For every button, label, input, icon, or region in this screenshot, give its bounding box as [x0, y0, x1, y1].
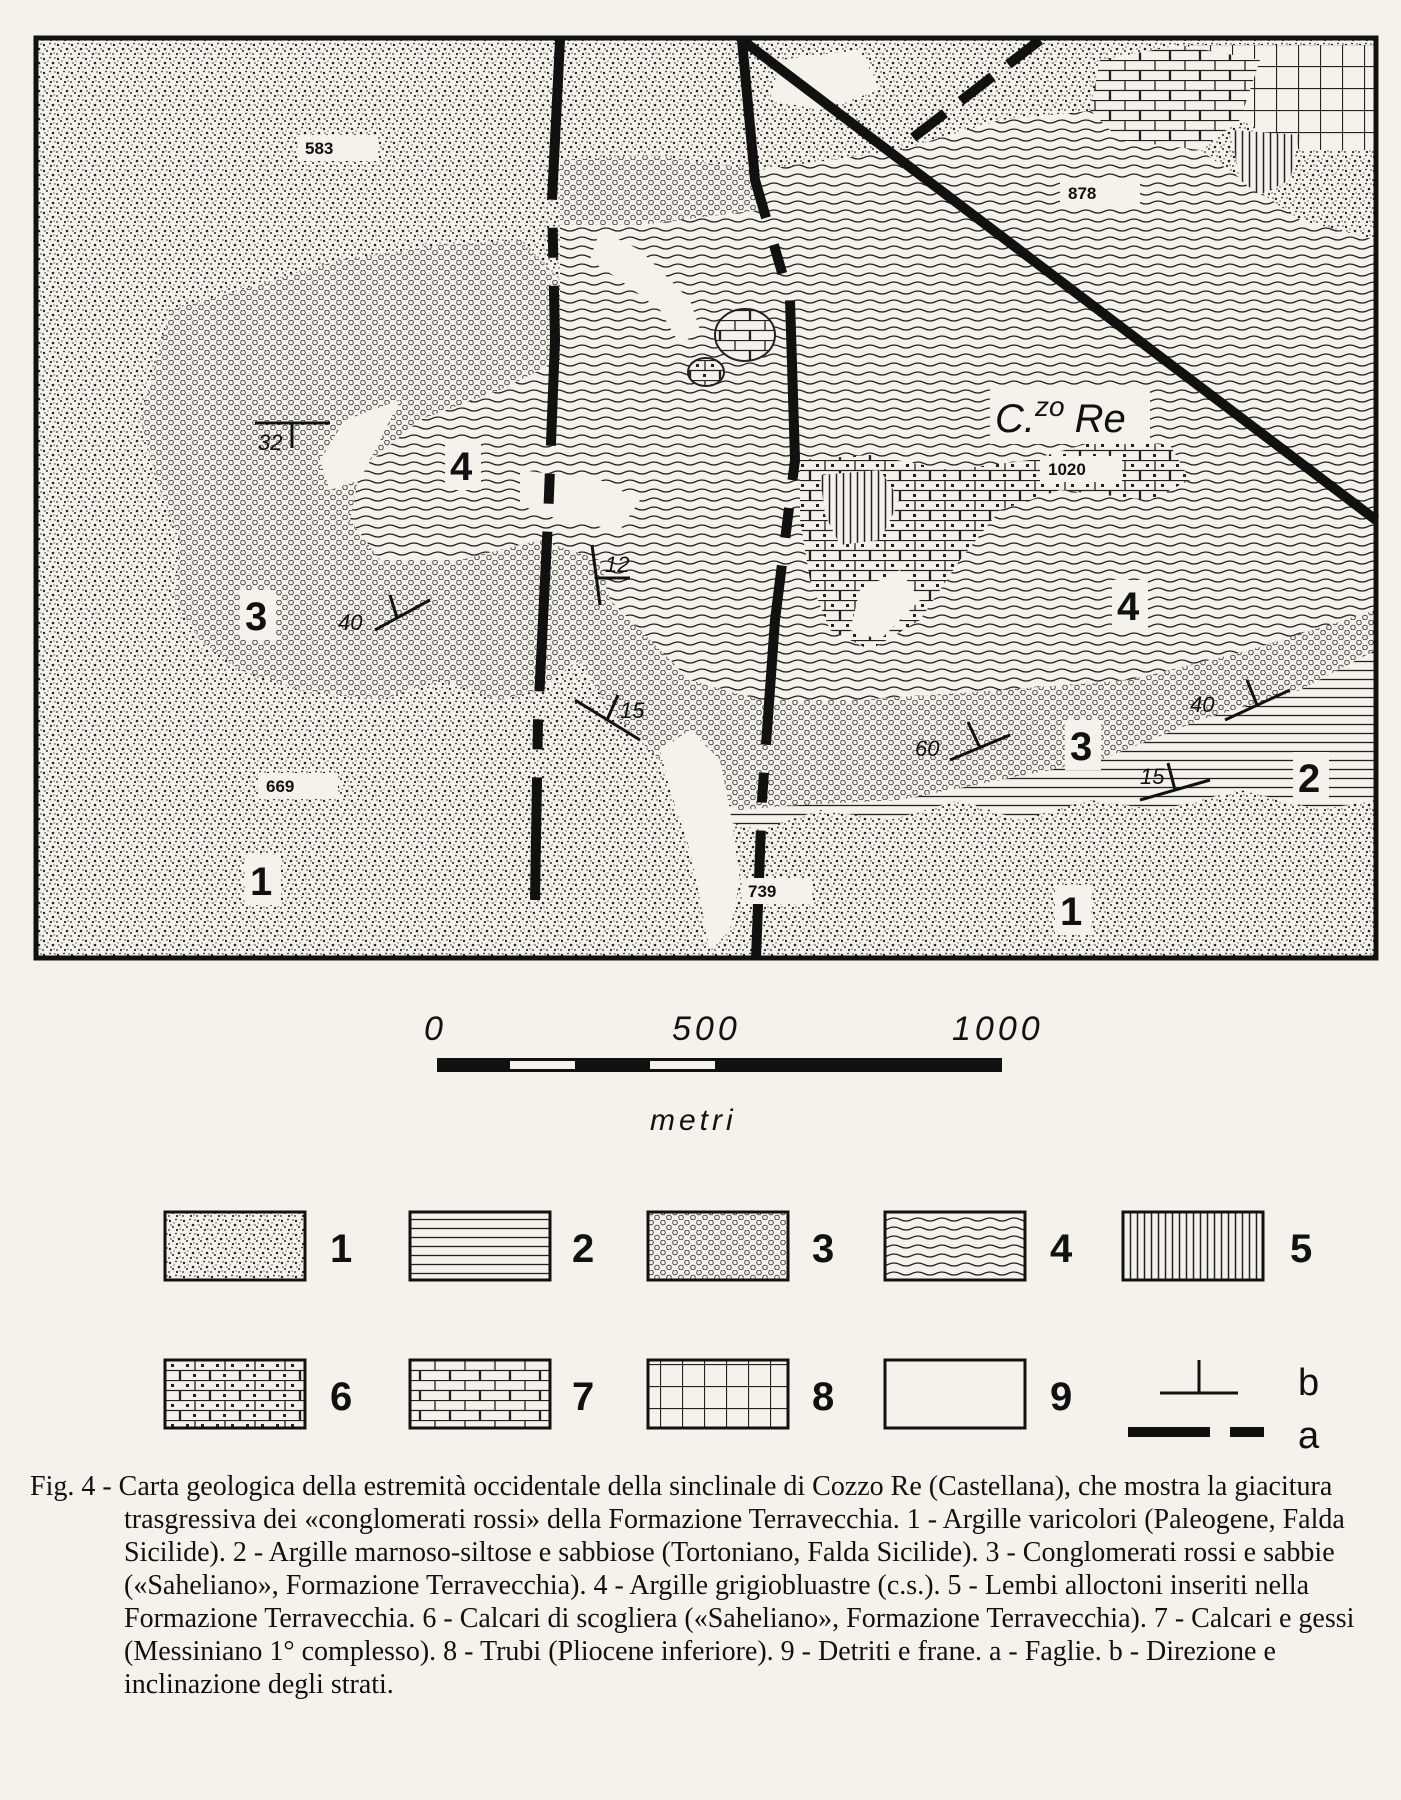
svg-text:4: 4: [1050, 1227, 1073, 1271]
caption-text: Fig. 4 - Carta geologica della estremità occidentale della sinclinale di Cozzo Re (Castellana), che mostra la giacitura trasgressiva dei «conglomerati rossi» della Formazione Terravecchia. 1 - Argille varicolori (Paleogene, Falda Sicilide). 2 - Argille marnoso-siltose e sabbiose (Tortoniano, Falda Sicilide). 3 - Conglomerati rossi e sabbie («Saheliano», Formazione Terravecchia). 4 - Argille grigiobluastre (c.s.). 5 - Lembi alloctoni inseriti nella Formazione Terravecchia. 6 - Calcari di scogliera («Saheliano», Formazione Terravecchia). 7 - Calcari e gessi (Messiniano 1° complesso). 8 - Trubi (Pliocene inferiore). 9 - Detriti e frane. a - Faglie. b - Direzione e inclinazione degli strati.: [30, 1471, 1355, 1700]
legend-item-4: [885, 1212, 1073, 1280]
map-area: [36, 38, 1376, 958]
legend-item-2: [410, 1212, 594, 1280]
spot-height-1020: 1020: [1048, 460, 1086, 479]
svg-text:3: 3: [812, 1227, 835, 1271]
spot-height-878: 878: [1068, 184, 1097, 203]
legend-item-6: [165, 1360, 352, 1428]
scale-bar-segment: [650, 1061, 715, 1069]
figure-caption: [30, 1470, 1370, 1701]
svg-text:60: 60: [915, 736, 940, 761]
svg-text:32: 32: [258, 430, 283, 455]
map-label-3-west: 3: [245, 595, 268, 639]
spot-height-583: 583: [305, 139, 334, 158]
map-label-2: 2: [1298, 757, 1321, 801]
scale-bar-segment: [510, 1061, 575, 1069]
svg-text:C.zoRe: C.$^{zo}$ Re: [995, 391, 1126, 441]
legend-item-7: [410, 1360, 594, 1428]
svg-text:40: 40: [338, 610, 363, 635]
map-label-1-west: 1: [250, 860, 273, 904]
map-label-1-east: 1: [1060, 890, 1083, 934]
legend-item-3: [648, 1212, 834, 1280]
legend: [165, 1212, 1320, 1457]
svg-text:12: 12: [605, 552, 630, 577]
svg-text:5: 5: [1290, 1227, 1313, 1271]
svg-text:15: 15: [1140, 764, 1165, 789]
place-name-cozzo-re: [990, 388, 1150, 444]
svg-text:8: 8: [812, 1375, 835, 1419]
legend-item-5: [1123, 1212, 1312, 1280]
legend-symbol-b: [1160, 1360, 1319, 1404]
svg-text:15: 15: [620, 698, 645, 723]
map-label-4-east: 4: [1117, 585, 1140, 629]
scale-tick-0: 0: [424, 1010, 447, 1048]
svg-text:a: a: [1298, 1415, 1320, 1457]
unit-7-knob: [715, 309, 775, 361]
legend-symbol-a: [1128, 1415, 1320, 1457]
scale-bar: [424, 1010, 1044, 1137]
svg-text:1: 1: [330, 1227, 353, 1271]
svg-text:7: 7: [572, 1375, 595, 1419]
legend-item-9: [885, 1360, 1072, 1428]
svg-text:9: 9: [1050, 1375, 1073, 1419]
legend-item-1: [165, 1212, 352, 1280]
fault-symbol: [1128, 1427, 1210, 1437]
svg-text:6: 6: [330, 1375, 353, 1419]
legend-item-8: [648, 1360, 834, 1428]
scale-tick-500: 500: [672, 1010, 741, 1048]
svg-text:2: 2: [572, 1227, 595, 1271]
scale-tick-1000: 1000: [952, 1010, 1044, 1048]
map-label-4-west: 4: [450, 445, 473, 489]
scale-unit: metri: [650, 1104, 737, 1137]
spot-height-739: 739: [748, 882, 777, 901]
map-label-3-south: 3: [1070, 725, 1093, 769]
spot-height-669: 669: [266, 777, 295, 796]
strike-dip-symbol: [1160, 1360, 1238, 1393]
svg-text:40: 40: [1190, 692, 1215, 717]
unit-6-knob: [688, 358, 724, 386]
svg-text:b: b: [1298, 1362, 1320, 1404]
